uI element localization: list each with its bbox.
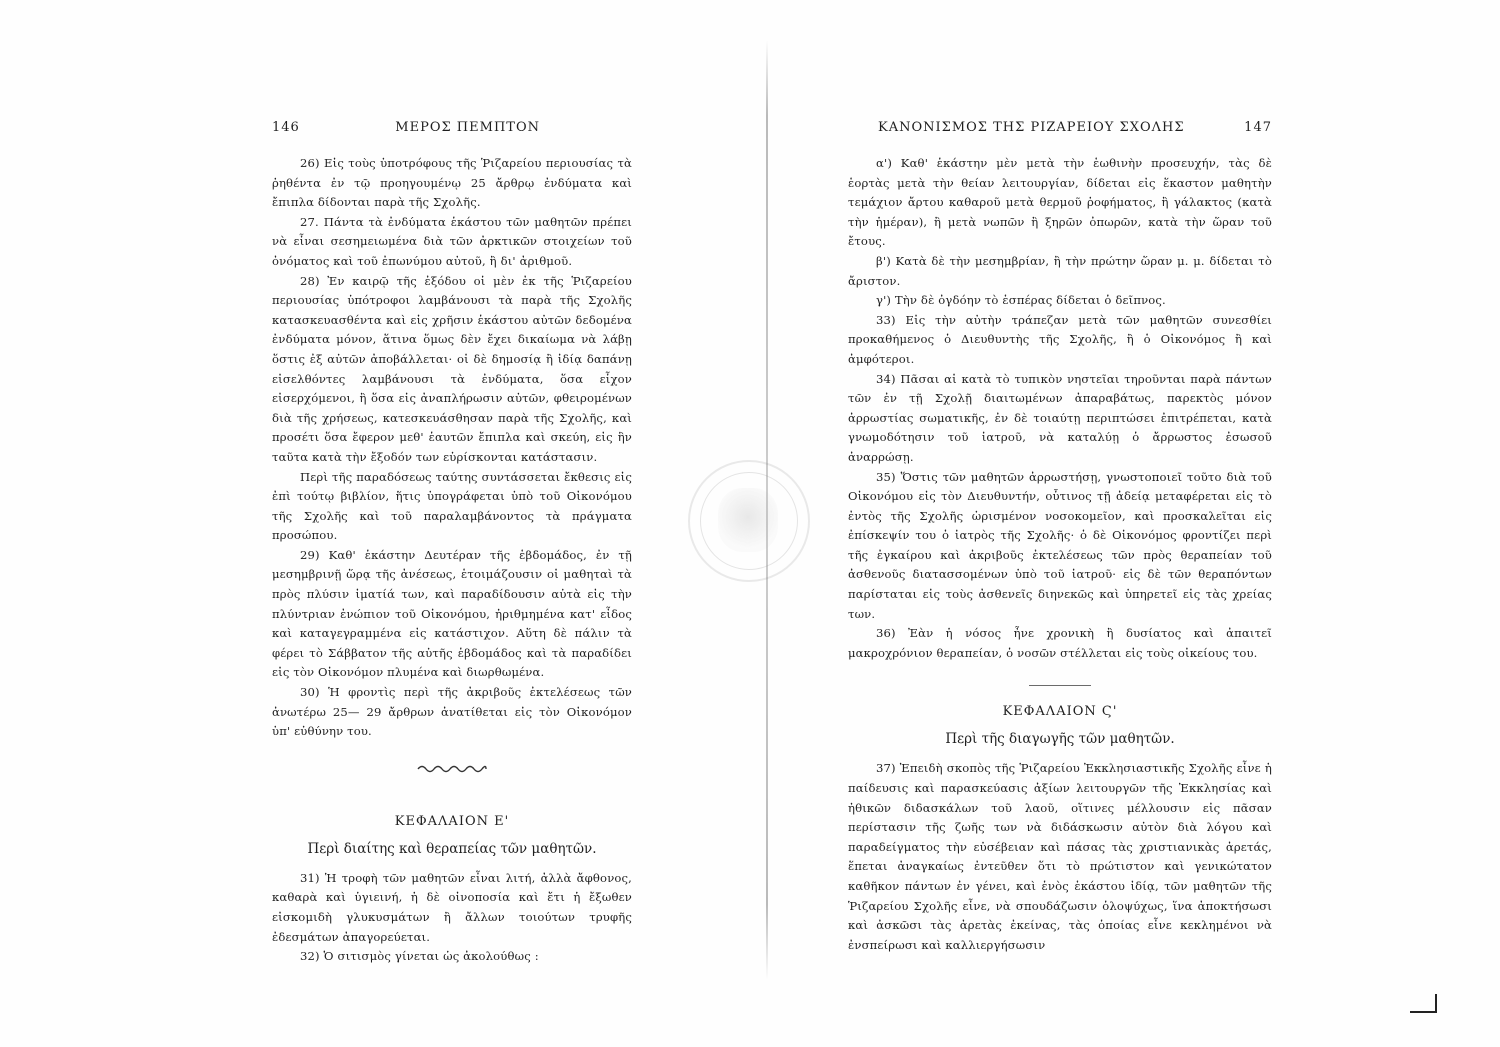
paragraph-35: 35) Ὅστις τῶν μαθητῶν ἀρρωστήσῃ, γνωστοποιεῖ τοῦτο διὰ τοῦ Οἰκονόμου εἰς τὸν Διευθυντήν, οὗτινος τῇ ἀδείᾳ μεταφέρεται εἰς τὸ ἐντὸς τῆς Σχολῆς ὡρισμένον νοσοκομεῖον, καὶ προσκαλεῖται εἰς ἐπίσκεψίν του ὁ ἰατρὸς τῆς Σχολῆς· ὁ δὲ Οἰκονόμος φροντίζει περὶ τῆς ἐγκαίρου καὶ ἀκριβοῦς ἐκτελέσεως τῶν πρὸς θεραπείαν τοῦ ἀσθενοῦς διατασσομένων ὑπὸ τοῦ ἰατροῦ· εἰς δὲ τῶν θεραπόντων παρίσταται εἰς τοὺς ἀσθενεῖς διηνεκῶς καὶ ὑπηρετεῖ εἰς τὰς χρείας των.: [848, 469, 1272, 621]
paragraph-29: 29) Καθ' ἑκάστην Δευτέραν τῆς ἑβδομάδος, ἐν τῇ μεσημβρινῇ ὥρᾳ τῆς ἀνέσεως, ἑτοιμάζουσιν οἱ μαθηταὶ τὰ πρὸς πλύσιν ἱματίά των, καὶ παραδίδουσιν αὐτὰ εἰς τὴν πλύντριαν ἐνώπιον τοῦ Οἰκονόμου, ἠριθμημένα κατ' εἶδος καὶ καταγεγραμμένα εἰς κατάστιχον. Αὕτη δὲ πάλιν τὰ φέρει τὸ Σάββατον τῆς αὐτῆς ἑβδομάδος καὶ τὰ παραδίδει εἰς τὸν Οἰκονόμον πλυμένα καὶ διωρθωμένα.: [272, 547, 632, 680]
paragraph-37: 37) Ἐπειδὴ σκοπὸς τῆς Ῥιζαρείου Ἐκκλησιαστικῆς Σχολῆς εἶνε ἡ παίδευσις καὶ παρασκεύασις ἀξίων λειτουργῶν τῆς Ἐκκλησίας καὶ ἠθικῶν διδασκάλων τοῦ λαοῦ, οἵτινες μέλλουσιν εἰς πᾶσαν περίστασιν τῆς ζωῆς των νὰ διδάσκωσιν αὐτὸν διὰ λόγου καὶ παραδείγματος τὴν εὐσέβειαν καὶ πάσας τὰς χριστιανικὰς ἀρετάς, ἕπεται ἀναγκαίως ἐντεῦθεν ὅτι τὸ πρώτιστον καὶ γενικώτατον καθῆκον πάντων ἐν γένει, καὶ ἑνὸς ἑκάστου ἰδίᾳ, τῶν μαθητῶν τῆς Ῥιζαρείου Σχολῆς εἶνε, νὰ σπουδάζωσιν ὁλοψύχως, ἵνα ἀποκτήσωσι καὶ ἀσκῶσι τὰς ἀρετὰς ἐκείνας, τὰς ὁποίας εἶνε κεκλημένοι νὰ ἐνσπείρωσι καὶ καλλιεργήσωσιν: [848, 761, 1272, 952]
left-running-head: [272, 120, 632, 144]
section-divider-rule: [1029, 685, 1091, 686]
paragraph-32b: β') Κατὰ δὲ τὴν μεσημβρίαν, ἢ τὴν πρώτην ὥραν μ. μ. δίδεται τὸ ἄριστον.: [848, 253, 1272, 288]
right-page: [848, 120, 1272, 955]
paragraph-34: 34) Πᾶσαι αἱ κατὰ τὸ τυπικὸν νηστεῖαι τηροῦνται παρὰ πάντων τῶν ἐν τῇ Σχολῇ διαιτωμένων ἀπαραβάτως, παρεκτὸς μόνον ἀρρωστίας σωματικῆς, ἐν δὲ τοιαύτῃ περιπτώσει ἐπιτρέπεται, κατὰ γνωμοδότησιν τοῦ ἰατροῦ, νὰ καταλύῃ ὁ ἄρρωστος ἐσωσοῦ ἀναρρώσῃ.: [848, 371, 1272, 464]
chapter-st-subtitle: Περὶ τῆς διαγωγῆς τῶν μαθητῶν.: [945, 731, 1175, 748]
paragraph-30: 30) Ἡ φροντὶς περὶ τῆς ἀκριβοῦς ἐκτελέσεως τῶν ἀνωτέρω 25— 29 ἄρθρων ἀνατίθεται εἰς τὸν Οἰκονόμον ὑπ' εὐθύνην του.: [272, 685, 632, 739]
paragraph-26: 26) Εἰς τοὺς ὑποτρόφους τῆς Ῥιζαρείου περιουσίας τὰ ῥηθέντα ἐν τῷ προηγουμένῳ 25 ἄρθρῳ ἐνδύματα καὶ ἔπιπλα δίδονται παρὰ τῆς Σχολῆς.: [272, 156, 632, 210]
paragraph-27: 27. Πάντα τὰ ἐνδύματα ἑκάστου τῶν μαθητῶν πρέπει νὰ εἶναι σεσημειωμένα διὰ τῶν ἀρκτικῶν στοιχείων τοῦ ὀνόματος καὶ τοῦ ἐπωνύμου αὐτοῦ, ἢ δι' ἀριθμοῦ.: [272, 214, 632, 268]
paragraph-33: 33) Εἰς τὴν αὐτὴν τράπεζαν μετὰ τῶν μαθητῶν συνεσθίει προκαθήμενος ὁ Διευθυντὴς τῆς Σχολῆς, ἢ ὁ Οἰκονόμος ἢ καὶ ἀμφότεροι.: [848, 312, 1272, 366]
right-running-head: [848, 120, 1272, 144]
chapter-e-subtitle: Περὶ διαίτης καὶ θεραπείας τῶν μαθητῶν.: [307, 840, 597, 857]
left-page: [272, 120, 632, 967]
chapter-e-title: ΚΕΦΑΛΑΙΟΝ Ε': [394, 813, 510, 829]
stamp-emblem-icon: [718, 488, 778, 552]
wavy-ornament-icon: [416, 763, 488, 775]
paragraph-32: 32) Ὁ σιτισμὸς γίνεται ὡς ἀκολούθως :: [300, 949, 539, 964]
right-page-number: 147: [1244, 120, 1272, 135]
paragraph-28-note: Περὶ τῆς παραδόσεως ταύτης συντάσσεται ἔκθεσις εἰς ἐπὶ τούτῳ βιβλίον, ἥτις ὑπογράφεται ὑπὸ τοῦ Οἰκονόμου τῆς Σχολῆς καὶ τοῦ παραλαμβάνοντος τὰ πράγματα προσώπου.: [272, 469, 632, 543]
right-running-title: ΚΑΝΟΝΙΣΜΟΣ ΤΗΣ ΡΙΖΑΡΕΙΟΥ ΣΧΟΛΗΣ: [878, 120, 1185, 135]
left-running-title: ΜΕΡΟΣ ΠΕΜΠΤΟΝ: [395, 120, 540, 135]
corner-bracket-icon: [1408, 992, 1438, 1014]
right-body-text-after: [848, 759, 1272, 955]
left-body-text-after: [272, 869, 632, 967]
paragraph-31: 31) Ἡ τροφὴ τῶν μαθητῶν εἶναι λιτή, ἀλλὰ ἄφθονος, καθαρὰ καὶ ὑγιεινή, ἡ δὲ οἰνοποσία καὶ ἔτι ἡ ἔξωθεν εἰσκομιδὴ γλυκυσμάτων ἢ ἄλλων τοιούτων τρυφῆς ἐδεσμάτων ἀπαγορεύεται.: [272, 870, 632, 944]
library-stamp-icon: [688, 460, 810, 582]
chapter-st-title: ΚΕΦΑΛΑΙΟΝ Ϛ': [1002, 704, 1118, 720]
left-page-number: 146: [272, 120, 300, 135]
paragraph-32a: α') Καθ' ἑκάστην μὲν μετὰ τὴν ἑωθινὴν προσευχήν, τὰς δὲ ἑορτὰς μετὰ τὴν θείαν λειτουργίαν, δίδεται εἰς ἕκαστον μαθητὴν τεμάχιον ἄρτου καθαροῦ μετὰ θερμοῦ ῥοφήματος, ἢ γάλακτος (κατὰ τὴν ἡμέραν), ἢ μετὰ νωπῶν ἢ ξηρῶν ὀπωρῶν, κατὰ τὴν ὥραν τοῦ ἔτους.: [848, 156, 1272, 249]
paragraph-32c: γ') Τὴν δὲ ὀγδόην τὸ ἑσπέρας δίδεται ὁ δεῖπνος.: [876, 293, 1166, 308]
right-body-text: [848, 154, 1272, 663]
wavy-ornament: [272, 760, 632, 800]
left-body-text: [272, 154, 632, 742]
paragraph-36: 36) Ἐὰν ἡ νόσος ἦνε χρονικὴ ἢ δυσίατος καὶ ἀπαιτεῖ μακροχρόνιον θεραπείαν, ὁ νοσῶν στέλλεται εἰς τοὺς οἰκείους του.: [848, 626, 1272, 660]
paragraph-28: 28) Ἐν καιρῷ τῆς ἐξόδου οἱ μὲν ἐκ τῆς Ῥιζαρείου περιουσίας ὑπότροφοι λαμβάνουσι τὰ παρὰ τῆς Σχολῆς κατασκευασθέντα καὶ εἰς χρῆσιν ἑκάστου αὐτῶν δεδομένα ἐνδύματα μόνον, ἅτινα ὅμως δὲν ἔχει δικαίωμα νὰ λάβῃ ὅστις ἐξ αὐτῶν ἀποβάλλεται· οἱ δὲ δημοσίᾳ ἢ ἰδίᾳ δαπάνῃ εἰσελθόντες λαμβάνουσι τὰ ἐνδύματα, ὅσα εἶχον εἰσερχόμενοι, ἢ ὅσα εἰς ἀναπλήρωσιν αὐτῶν, φθειρομένων διὰ τῆς χρήσεως, κατεσκευάσθησαν παρὰ τῆς Σχολῆς, καὶ προσέτι ὅσα ἔφερον μεθ' ἑαυτῶν ἔπιπλα καὶ σκεύη, εἰς ἣν ταῦτα κατὰ τὴν ἔξοδόν των εὑρίσκονται κατάστασιν.: [272, 273, 632, 464]
